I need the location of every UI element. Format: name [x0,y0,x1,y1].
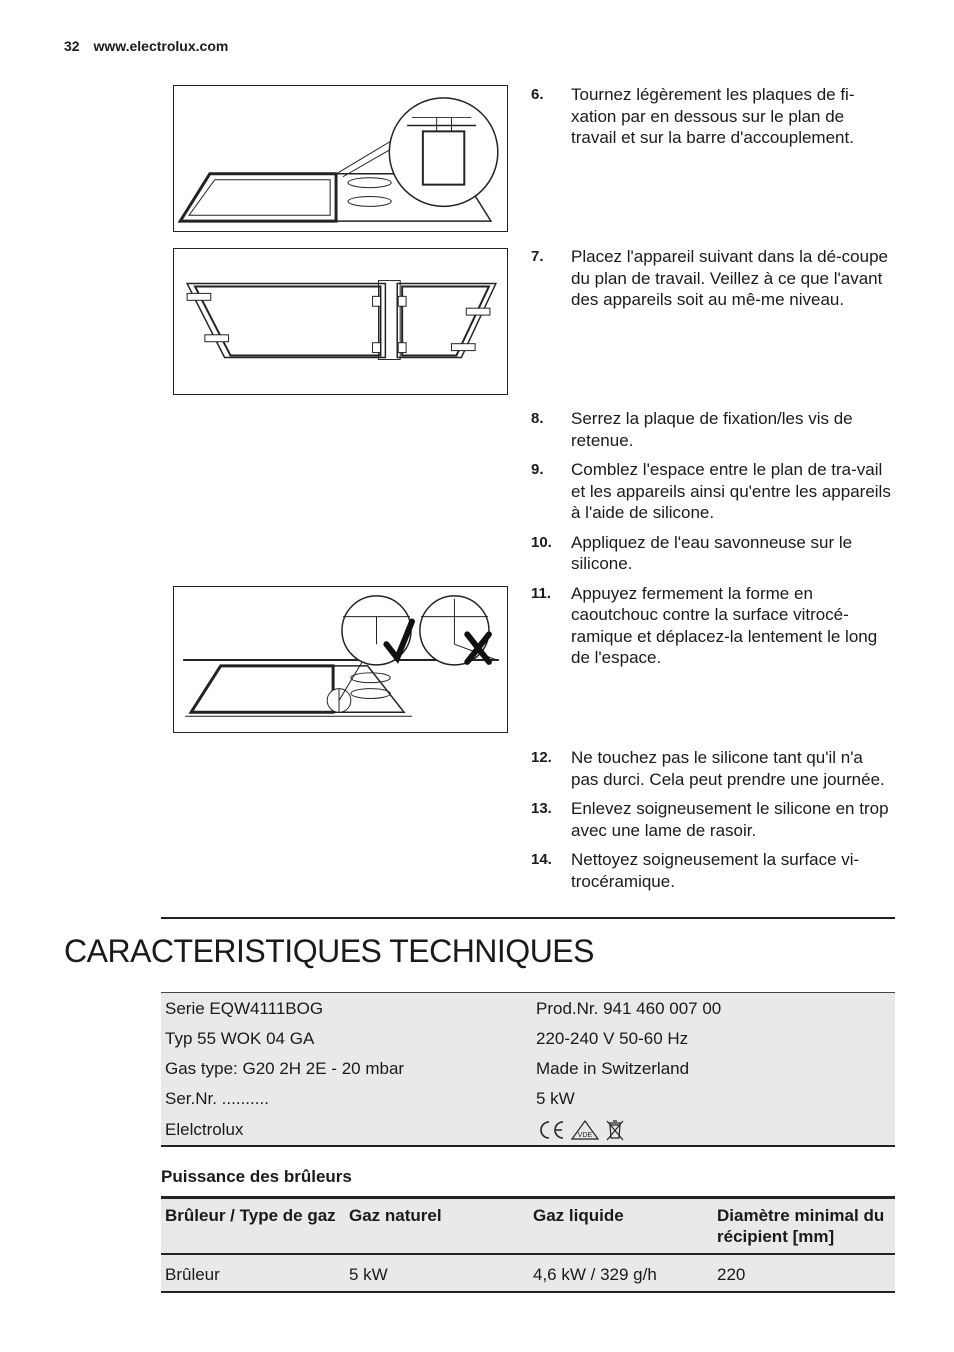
weee-bin-icon [604,1119,626,1141]
step-text: Appliquez de l'eau savonneuse sur le silicone. [571,532,853,573]
step-number: 12. [531,749,552,766]
list-item [531,459,891,524]
step-number: 11. [531,584,552,602]
table-cell: 220-240 V 50-60 Hz [536,1029,689,1048]
list-item [531,849,891,892]
table-cell [532,1113,895,1146]
list-item [531,798,891,841]
table-cell: 4,6 kW / 329 g/h [529,1254,713,1292]
table-row [161,993,895,1024]
step-text: Ne touchez pas le silicone tant qu'il n'a pas durci. Cela peut prendre une journée. [571,748,885,789]
list-item [531,84,891,149]
figure-two-appliances [173,248,508,395]
table-row [161,1053,895,1083]
table-header-row [161,1198,895,1255]
figure-fixing-plates [173,85,508,232]
burners-title: Puissance des brûleurs [161,1167,352,1186]
table-cell: Typ 55 WOK 04 GA [165,1029,315,1048]
section-title: CARACTERISTIQUES TECHNIQUES [64,933,594,969]
ce-mark-icon [536,1119,566,1141]
burners-table [161,1196,895,1293]
step-text: Appuyez fermement la forme en caoutchouc contre la surface vitrocé-ramique et déplacez-la lentement le long de l'espace. [571,583,878,667]
steps-group-2 [531,246,891,319]
table-cell: Brûleur [161,1254,345,1292]
column-header: Gaz liquide [529,1198,713,1255]
steps-group-1 [531,84,891,157]
page-number: 32 [64,38,80,54]
certification-marks [536,1119,626,1141]
list-item [531,408,891,451]
section-divider [161,917,895,919]
table-cell: Prod.Nr. 941 460 007 00 [536,999,722,1018]
step-number: 13. [531,800,552,817]
column-header: Brûleur / Type de gaz [161,1198,345,1255]
table-cell: 5 kW [536,1089,575,1108]
step-text: Serrez la plaque de fixation/les vis de retenue. [571,409,853,450]
step-text: Comblez l'espace entre le plan de tra-vail et les appareils ainsi qu'entre les appareils à l'aide de silicone. [571,460,891,522]
table-cell: Made in Switzerland [536,1059,690,1078]
step-text: Nettoyez soigneusement la surface vi-trocéramique. [571,850,860,891]
vde-mark-text: VDE [577,1132,593,1139]
step-number: 14. [531,851,552,868]
step-number: 7. [531,248,544,265]
table-cell: Gas type: G20 2H 2E - 20 mbar [165,1059,405,1078]
step-text: Placez l'appareil suivant dans la dé-coupe du plan de travail. Veillez à ce que l'avant des appareils soit au mê-me niveau. [571,247,888,309]
website-link[interactable]: www.electrolux.com [93,38,229,54]
steps-group-4 [531,747,891,900]
column-header: Gaz naturel [345,1198,529,1255]
steps-group-3 [531,408,891,677]
step-number: 8. [531,410,544,427]
specs-table [161,992,895,1147]
table-row [161,1113,895,1146]
table-row [161,1083,895,1113]
list-item [531,583,891,669]
table-cell: Serie EQW4111BOG [165,999,324,1018]
list-item [531,532,891,575]
list-item [531,747,891,790]
step-number: 9. [531,461,544,478]
table-row [161,1254,895,1292]
step-text: Tournez légèrement les plaques de fi-xation par en dessous sur le plan de travail et sur la barre d'accouplement. [571,85,855,147]
table-row [161,1023,895,1053]
column-header: Diamètre minimal du récipient [mm] [713,1198,895,1255]
table-cell: 5 kW [345,1254,529,1292]
table-cell: Elelctrolux [165,1120,244,1139]
step-text: Enlevez soigneusement le silicone en trop avec une lame de rasoir. [571,799,889,840]
table-cell: Ser.Nr. .......... [165,1089,269,1108]
list-item [531,246,891,311]
step-number: 10. [531,533,552,551]
vde-mark-icon [570,1119,600,1141]
page-header [64,38,238,54]
figure-silicone-check [173,586,508,733]
table-cell: 220 [713,1254,895,1292]
step-number: 6. [531,86,544,103]
